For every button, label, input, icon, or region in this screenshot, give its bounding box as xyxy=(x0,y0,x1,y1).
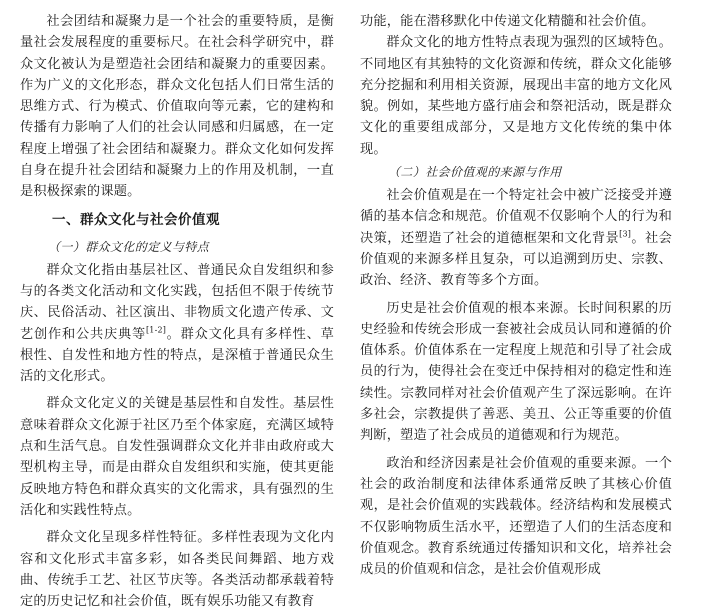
locality-paragraph: 群众文化的地方性特点表现为强烈的区域特色。不同地区有其独特的文化资源和传统，群众文化能够充分挖掘和利用相关资源，展现出丰富的地方文化风貌。例如，某些地方盛行庙会和祭祀活动，既是群众文化的重要组成部分，又是地方文化传统的集中体现。 xyxy=(360,35,672,157)
definition-paragraph xyxy=(20,260,334,388)
values-text: 社会价值观是在一个特定社会中被广泛接受并遵循的基本信念和规范。价值观不仅影响个人的行为和决策，还塑造了社会的道德框架和文化背景 xyxy=(360,188,672,246)
definition-text: 群众文化指由基层社区、普通民众自发组织和参与的各类文化活动和文化实践，包括但不限于传统节庆、民俗活动、社区演出、非物质文化遗产传承、文艺创作和公共庆典等 xyxy=(20,262,334,342)
politics-economy-paragraph: 政治和经济因素是社会价值观的重要来源。一个社会的政治制度和法律体系通常反映了其核心价值观，是社会价值观的实践载体。经济结构和发展模式不仅影响物质生活水平，还塑造了人们的生活态度和价值观念。教育系统通过传播知识和文化，培养社会成员的价值观和信念，是社会价值观形成 xyxy=(360,455,672,578)
right-column xyxy=(360,11,672,580)
grassroots-paragraph: 群众文化定义的关键是基层性和自发性。基层性意味着群众文化源于社区乃至个体家庭，充满区域特点和生活气息。自发性强调群众文化并非由政府或大型机构主导，而是由群众自发组织和实施，使其更能反映地方特色和群众真实的文化需求，具有强烈的生活化和实践性特点。 xyxy=(20,396,334,518)
left-column xyxy=(20,11,334,612)
subsection-heading: （一）群众文化的定义与特点 xyxy=(48,239,210,254)
values-tail: 。社会价值观的来源多样且复杂，可以追溯到历史、宗教、政治、经济、教育等多个方面。 xyxy=(360,230,672,289)
subsection-heading-2: （二）社会价值观的来源与作用 xyxy=(388,165,562,180)
section-heading: 一、群众文化与社会价值观 xyxy=(52,211,220,228)
citation-marker-2: [3] xyxy=(619,229,632,239)
history-paragraph: 历史是社会价值观的根本来源。长时间积累的历史经验和传统会形成一套被社会成员认同和遵循的价值体系。价值体系在一定程度上规范和引导了社会成员的行为，使得社会在变迁中保持相对的稳定性和连续性。宗教同样对社会价值观产生了深远影响。在许多社会，宗教提供了善恶、美丑、公正等重要的价值判断，塑造了社会成员的道德观和行为规范。 xyxy=(360,300,672,444)
intro-paragraph: 社会团结和凝聚力是一个社会的重要特质，是衡量社会发展程度的重要标尺。在社会科学研究中，群众文化被认为是塑造社会团结和凝聚力的重要因素。作为广义的文化形态，群众文化包括人们日常生活的思维方式、行为模式、价值取向等元素，它的建构和传播有力影响了人们的社会认同感和归属感，在一定程度上增强了社会团结和凝聚力。群众文化如何发挥自身在提升社会团结和凝聚力上的作用及机制，一直是积极探索的课题。 xyxy=(20,14,334,200)
diversity-paragraph-continued: 功能，能在潜移默化中传递文化精髓和社会价值。 xyxy=(360,14,655,29)
values-definition-paragraph xyxy=(360,185,672,291)
citation-marker: [1-2] xyxy=(145,325,167,335)
definition-tail: 。群众文化具有多样性、草根性、自发性和地方性的特点，是深植于普通民众生活的文化形式。 xyxy=(20,326,334,385)
diversity-paragraph: 群众文化呈现多样性特征。多样性表现为文化内容和文化形式丰富多彩，如各类民间舞蹈、地方戏曲、传统手工艺、社区节庆等。各类活动都承载着特定的历史记忆和社会价值，既有娱乐功能又有教育 xyxy=(20,530,334,610)
